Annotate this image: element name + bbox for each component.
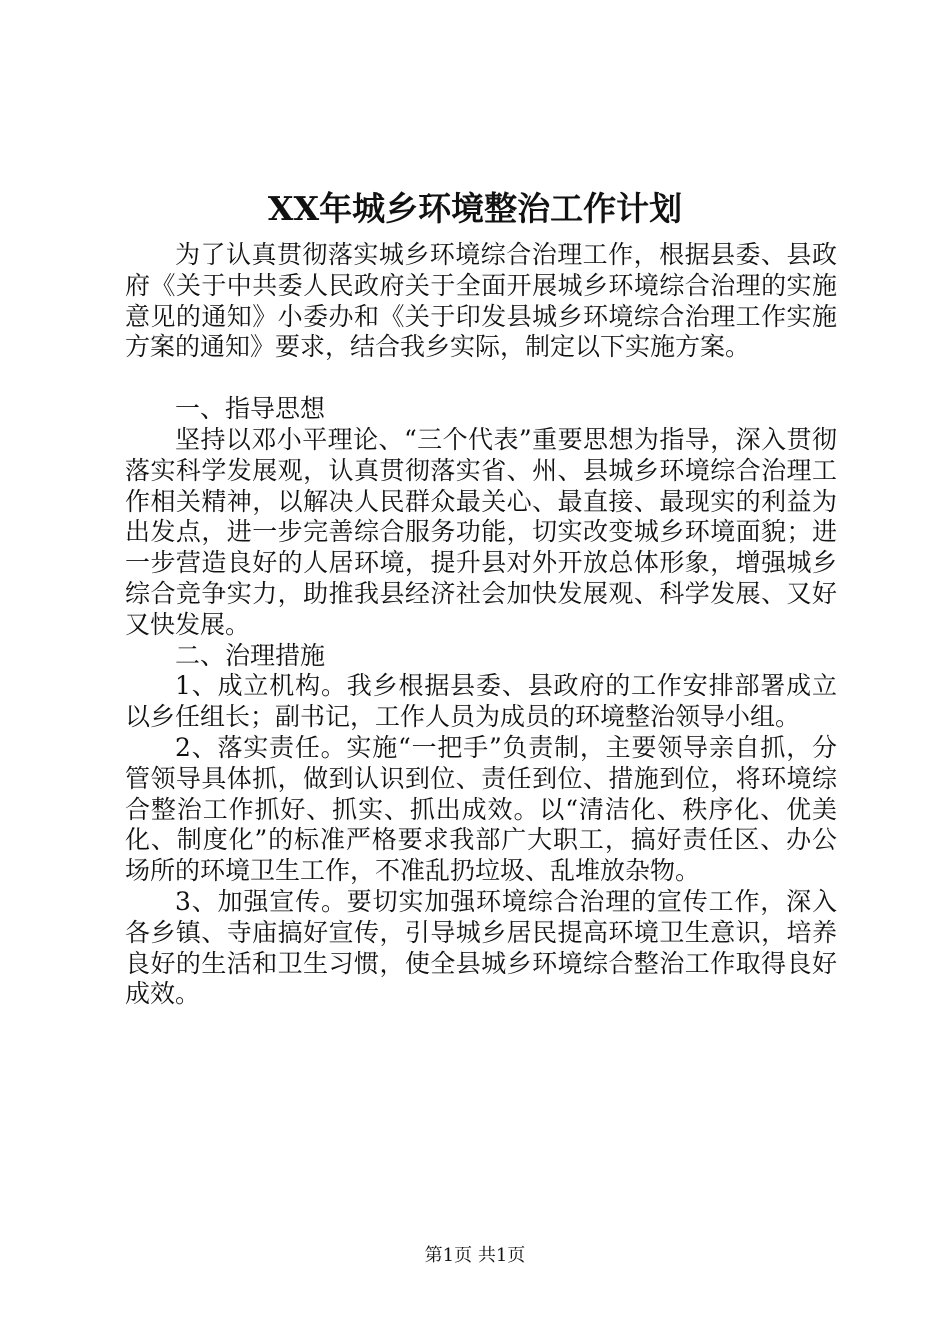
measure-paragraph-establish-organization: 1、成立机构。我乡根据县委、县政府的工作安排部署成立以乡任组长；副书记，工作人员为成员的环境整治领导小组。 (125, 671, 837, 732)
document-title: XX年城乡环境整治工作计划 (267, 189, 683, 228)
intro-paragraph: 为了认真贯彻落实城乡环境综合治理工作，根据县委、县政府《关于中共委人民政府关于全面开展城乡环境综合治理的实施意见的通知》小委办和《关于印发县城乡环境综合治理工作实施方案的通知》要求，结合我乡实际，制定以下实施方案。 (125, 240, 837, 362)
section-paragraph: 坚持以邓小平理论、“三个代表”重要思想为指导，深入贯彻落实科学发展观，认真贯彻落实省、州、县城乡环境综合治理工作相关精神，以解决人民群众最关心、最直接、最现实的利益为出发点，进一步完善综合服务功能，切实改变城乡环境面貌；进一步营造良好的人居环境，提升县对外开放总体形象，增强城乡综合竞争实力，助推我县经济社会加快发展观、科学发展、又好又快发展。 (125, 424, 837, 639)
page-number-footer: 第1页 共1页 (424, 1245, 526, 1266)
measure-paragraph-strengthen-publicity: 3、加强宣传。要切实加强环境综合治理的宣传工作，深入各乡镇、寺庙搞好宣传，引导城乡居民提高环境卫生意识，培养良好的生活和卫生习惯，使全县城乡环境综合整治工作取得良好成效。 (125, 886, 837, 1009)
document-body (125, 240, 837, 1010)
section-heading-measures: 二、治理措施 (175, 640, 326, 670)
section-heading-guiding-thought: 一、指导思想 (175, 394, 326, 424)
measure-paragraph-implement-responsibility: 2、落实责任。实施“一把手”负责制，主要领导亲自抓，分管领导具体抓，做到认识到位、责任到位、措施到位，将环境综合整治工作抓好、抓实、抓出成效。以“清洁化、秩序化、优美化、制度化”的标准严格要求我部广大职工，搞好责任区、办公场所的环境卫生工作，不准乱扔垃圾、乱堆放杂物。 (125, 732, 837, 886)
